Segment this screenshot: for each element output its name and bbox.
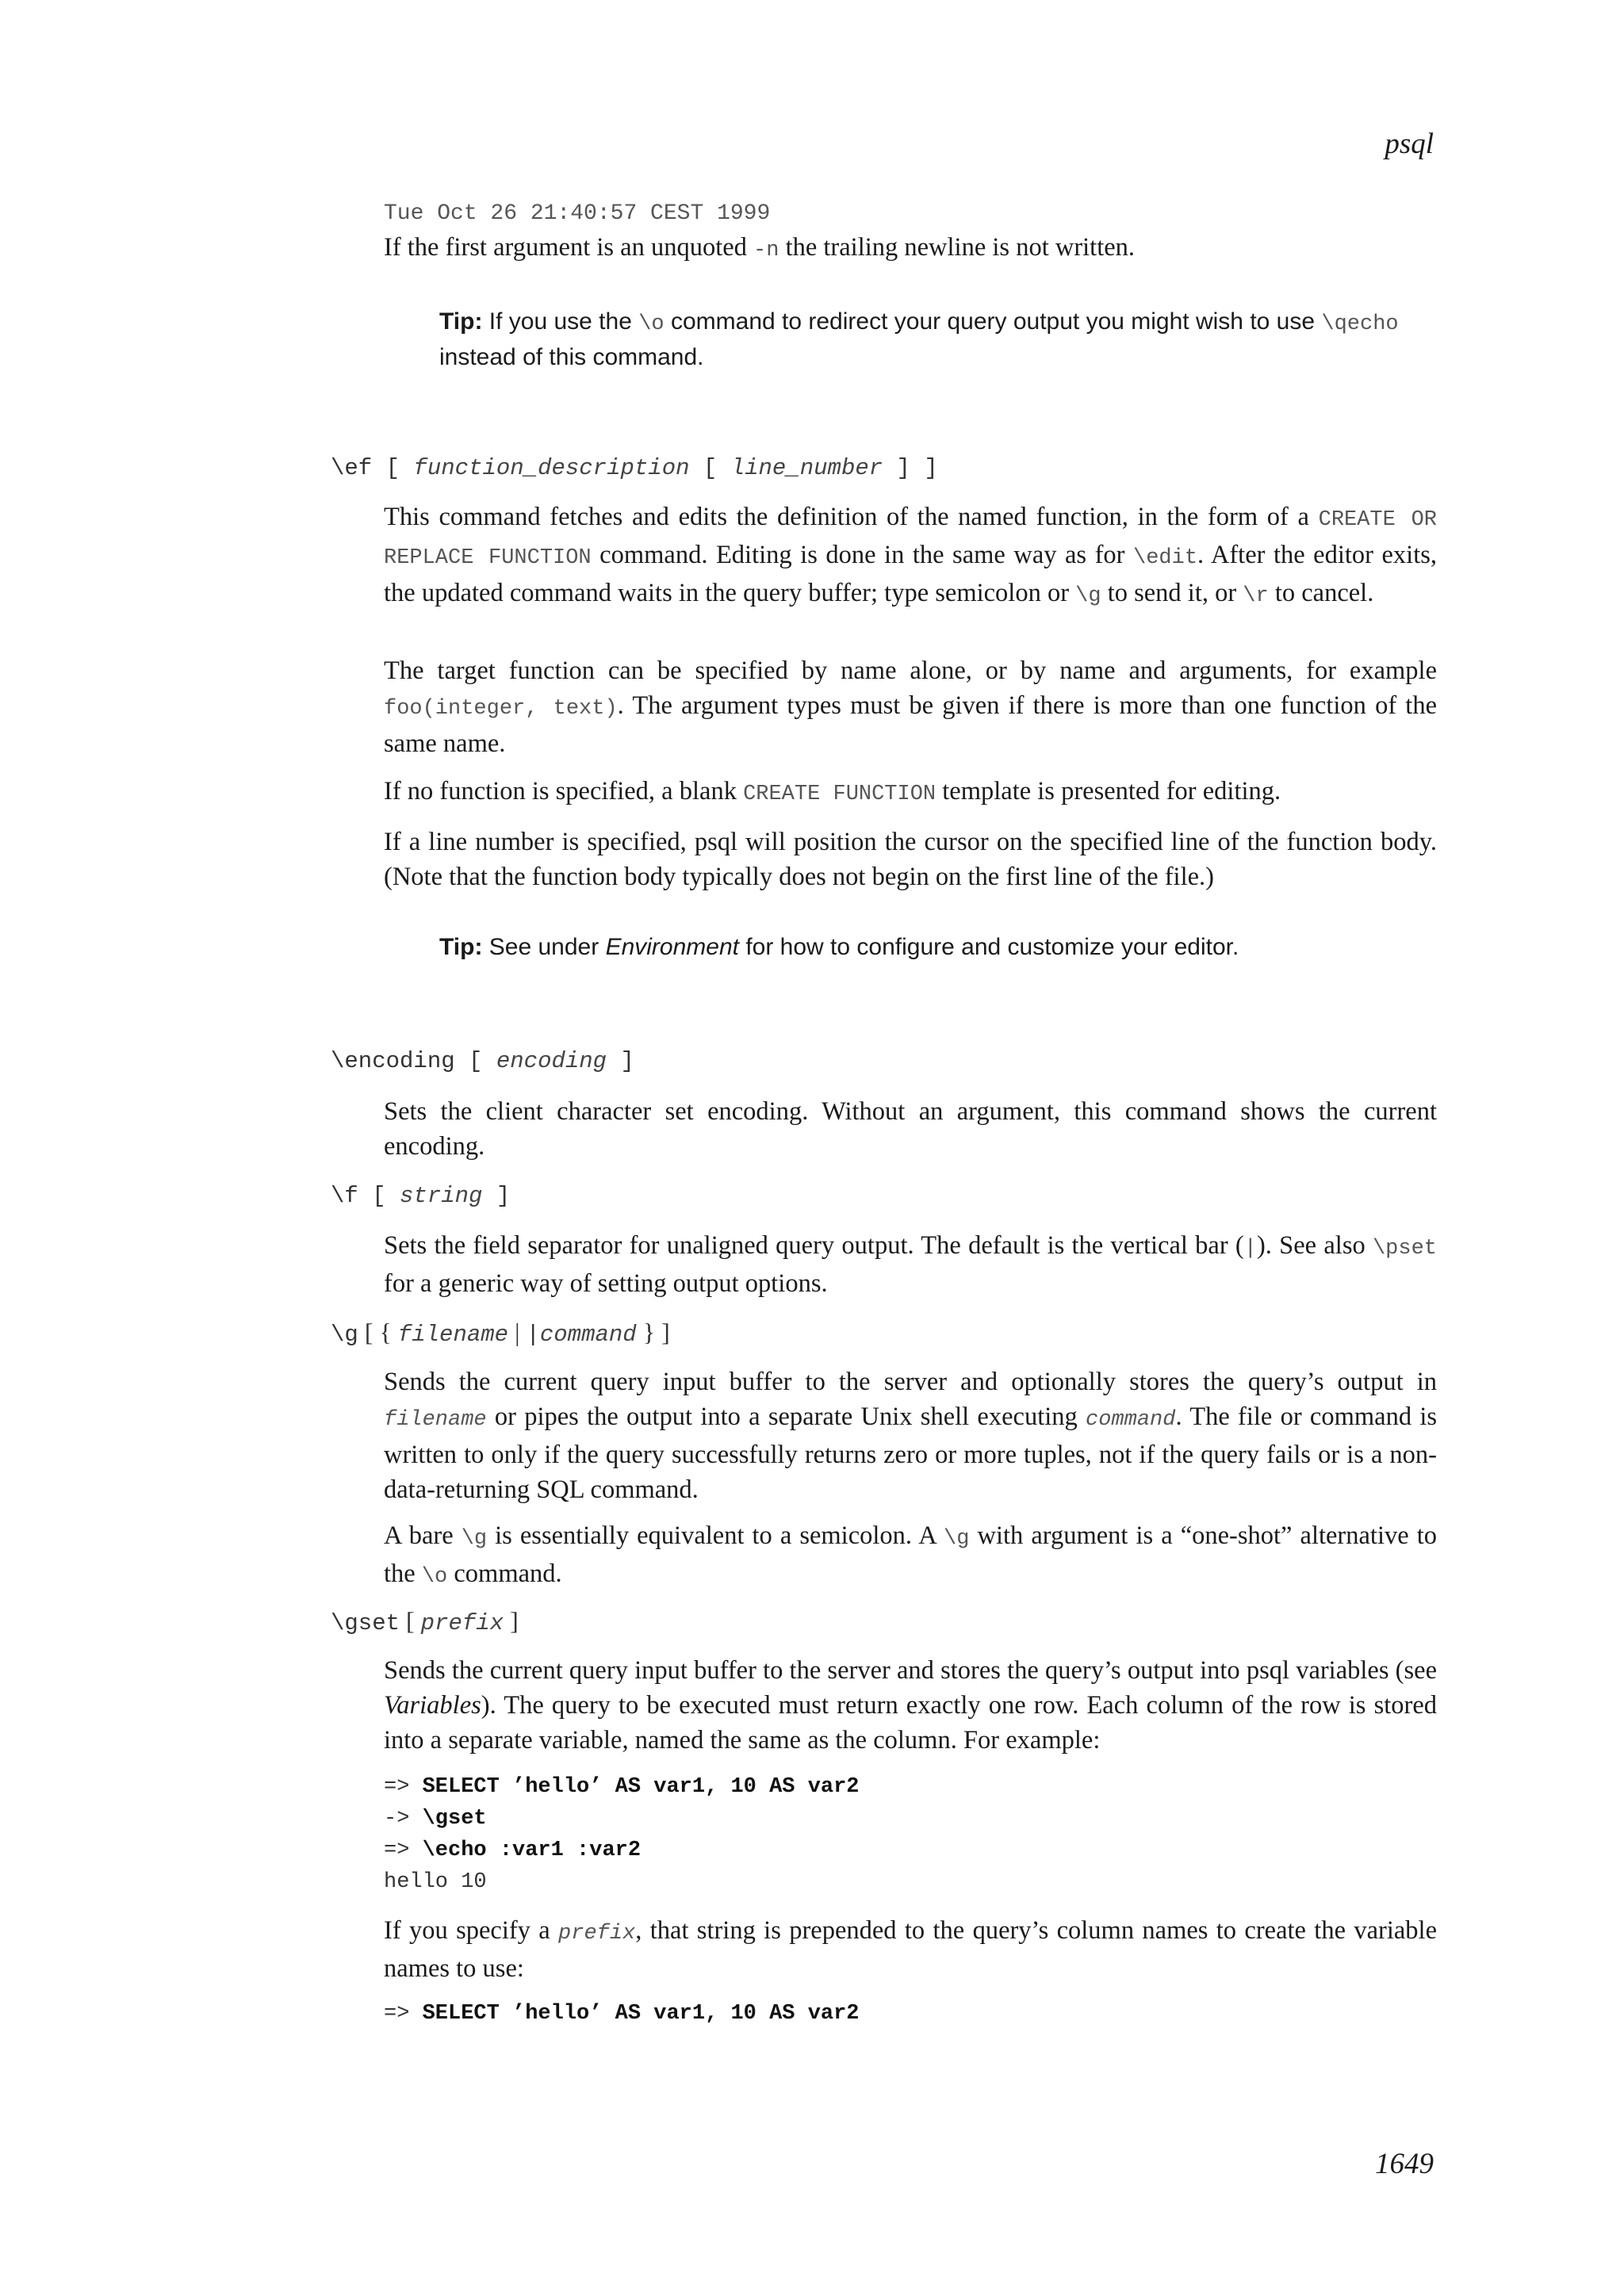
command: \ef (331, 455, 373, 481)
text: Sends the current query input buffer to the server and optionally stores the query’s output in (384, 1368, 1437, 1396)
argument: function_description (413, 455, 690, 481)
gset-paragraph-2 (384, 1913, 1437, 1986)
bracket: [ (454, 1048, 496, 1074)
text: to send it, or (1101, 579, 1243, 607)
running-header: psql (1385, 128, 1434, 160)
text: Sends the current query input buffer to the server and stores the query’s output into psql variables (see (384, 1656, 1437, 1685)
text: . After the editor exits, the updated command waits in the query buffer; type semicolon or (384, 541, 1438, 607)
prompt: -> (384, 1807, 423, 1831)
tip-label: Tip: (439, 308, 483, 335)
text: A bare (384, 1521, 462, 1550)
gset-paragraph-1 (384, 1653, 1437, 1758)
code: | (1243, 1237, 1257, 1261)
text: , that string is prepended to the query’s column names to create the variable names to use: (384, 1916, 1438, 1983)
encoding-paragraph: Sets the client character set encoding. Without an argument, this command shows the current encoding. (384, 1097, 1437, 1161)
code: \edit (1133, 546, 1198, 570)
variable: command (1086, 1408, 1176, 1432)
text: with argument is a “one-shot” alternative to the (384, 1521, 1437, 1588)
text: command to redirect your query output you might wish to use (664, 308, 1322, 335)
ef-paragraph-3 (384, 774, 1437, 812)
variable: prefix (558, 1922, 636, 1946)
argument: filename (397, 1322, 509, 1348)
prompt: => (384, 1775, 423, 1799)
bracket: ] (482, 1183, 511, 1209)
text: for a generic way of setting output options. (384, 1269, 828, 1298)
bracket: ] (607, 1048, 634, 1074)
g-paragraph-1 (384, 1364, 1437, 1507)
text: If you specify a (384, 1916, 559, 1945)
text: command. Editing is done in the same way as for (591, 541, 1134, 569)
text: ). The query to be executed must return exactly one row. Each column of the row is stored into a separate variable, named the same as the column. For example: (384, 1691, 1437, 1755)
command: \encoding (331, 1048, 455, 1074)
text: for how to configure and customize your editor. (738, 934, 1239, 960)
emphasis: Variables (384, 1691, 481, 1720)
echo-n-paragraph (384, 230, 1437, 268)
emphasis: Environment (605, 934, 739, 960)
encoding-signature (331, 1048, 634, 1074)
command: \g (331, 1322, 358, 1348)
code: \pset (1372, 1237, 1437, 1261)
text: template is presented for editing. (936, 777, 1281, 806)
code-input: SELECT ’hello’ AS var1, 10 AS var2 (422, 2002, 860, 2026)
text: to cancel. (1268, 579, 1374, 607)
code: -n (753, 239, 779, 262)
text: instead of this command. (439, 344, 704, 370)
bracket: ] ] (883, 455, 938, 481)
text: If the first argument is an unquoted (384, 233, 754, 262)
text: the trailing newline is not written. (779, 233, 1136, 262)
code: \qecho (1321, 312, 1399, 336)
f-paragraph (384, 1228, 1437, 1301)
argument: string (400, 1183, 483, 1209)
code: \g (461, 1527, 488, 1551)
g-signature (331, 1318, 670, 1348)
f-signature (331, 1183, 510, 1209)
text: The target function can be specified by name alone, or by name and arguments, for example (384, 656, 1437, 685)
argument: command (539, 1322, 637, 1348)
prompt: => (384, 1839, 423, 1862)
bracket: ] (504, 1606, 519, 1635)
code: \o (421, 1565, 448, 1589)
gset-signature (331, 1606, 519, 1636)
code-input: \echo :var1 :var2 (422, 1839, 642, 1862)
prompt: => (384, 2002, 423, 2026)
page-number: 1649 (1375, 2148, 1434, 2180)
code: foo(integer, text) (384, 697, 618, 721)
ef-paragraph-4: If a line number is specified, psql will position the cursor on the specified line of the function body. (Note that the function body typically does not begin on the first line of the file.) (384, 828, 1437, 891)
command: \gset (331, 1610, 400, 1636)
code: \o (638, 312, 665, 336)
code-input: \gset (422, 1807, 487, 1831)
text: This command fetches and edits the definition of the named function, in the form of a (384, 503, 1319, 531)
ef-paragraph-2 (384, 653, 1437, 761)
text: . The argument types must be given if there is more than one function of the same name. (384, 691, 1437, 758)
bracket: [ (689, 455, 731, 481)
tip-label: Tip: (439, 934, 483, 960)
separator: | (508, 1318, 527, 1346)
date-output: Tue Oct 26 21:40:57 CEST 1999 (384, 201, 771, 226)
command: \f (331, 1183, 358, 1209)
bracket: [ (372, 455, 414, 481)
text: ). See also (1256, 1231, 1373, 1260)
code-output: hello 10 (384, 1870, 487, 1894)
text: or pipes the output into a separate Unix shell executing (486, 1402, 1086, 1431)
gset-example-code (384, 1771, 860, 1898)
code: \g (1075, 584, 1101, 608)
tip-environment (439, 931, 1437, 963)
tip-qecho (439, 305, 1437, 373)
gset-prefix-example-code (384, 1998, 860, 2030)
text: command. (447, 1559, 562, 1588)
argument: line_number (730, 455, 883, 481)
text: If no function is specified, a blank (384, 777, 744, 806)
code: CREATE FUNCTION (743, 783, 936, 806)
bracket: [ (400, 1606, 421, 1635)
text: . The file or command is written to only if the query successfully returns zero or more tuples, not if the query fails or is a non-data-returning SQL command. (384, 1402, 1438, 1504)
bracket: } ] (636, 1318, 670, 1346)
pipe: | (526, 1322, 540, 1348)
code: \g (944, 1527, 970, 1551)
variable: filename (384, 1408, 487, 1432)
bracket: [ { (358, 1318, 398, 1346)
code-input: SELECT ’hello’ AS var1, 10 AS var2 (422, 1775, 860, 1799)
ef-signature (331, 455, 938, 481)
argument: prefix (420, 1610, 504, 1636)
text: Sets the field separator for unaligned query output. The default is the vertical bar ( (384, 1231, 1244, 1260)
text: If you use the (482, 308, 639, 335)
bracket: [ (358, 1183, 400, 1209)
text: See under (482, 934, 606, 960)
code: \r (1243, 584, 1269, 608)
argument: encoding (496, 1048, 607, 1074)
text: is essentially equivalent to a semicolon. A (487, 1521, 944, 1550)
code: CREATE OR REPLACE FUNCTION (384, 508, 1437, 570)
g-paragraph-2 (384, 1518, 1437, 1594)
ef-paragraph-1 (384, 499, 1437, 614)
